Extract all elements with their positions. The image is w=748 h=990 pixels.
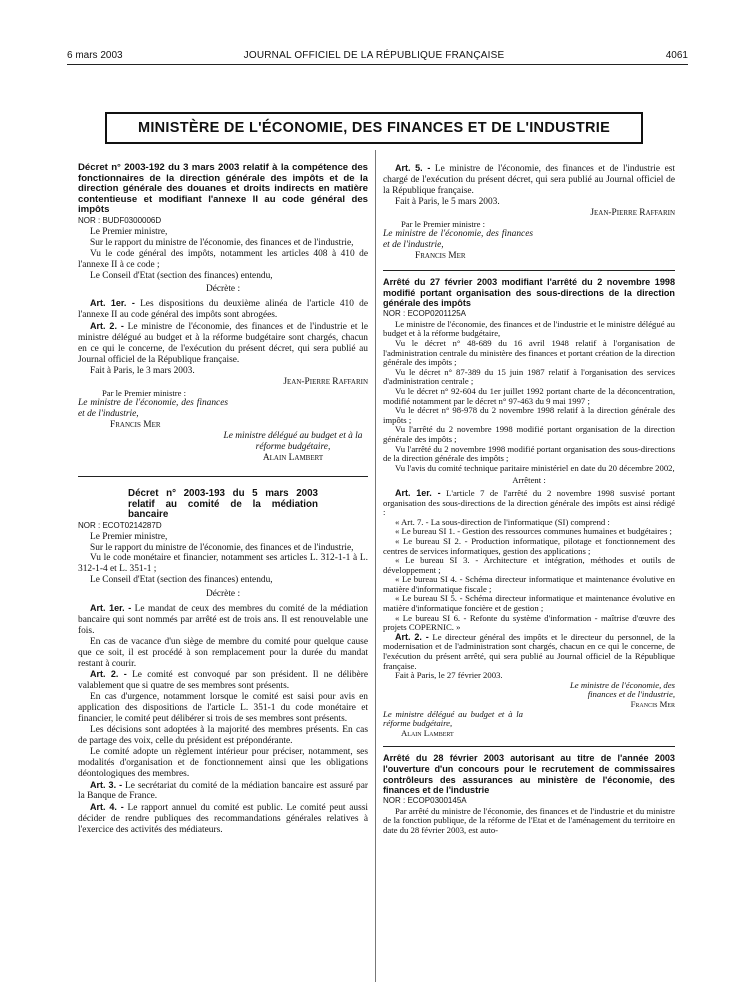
fait-line: Fait à Paris, le 3 mars 2003. (90, 365, 195, 376)
signature: Francis Mer (630, 699, 675, 709)
journal-title: JOURNAL OFFICIEL DE LA RÉPUBLIQUE FRANÇAISE (243, 50, 505, 61)
nor-reference: NOR : ECOP0300145A (383, 795, 467, 805)
quote-line: « Le bureau SI 5. - Schéma directeur informatique et maintenance évolutive en matière d'informatique foncière et de gestion ; (383, 593, 675, 614)
article-label: Art. 5. - (395, 163, 431, 173)
par-line: Par le Premier ministre : (401, 218, 486, 229)
paragraph: Vu le décret n° 92-604 du 1er juillet 1992 portant charte de la déconcentration, modifié notamment par le décret n° 97-463 du 9 mai 1997 ; (383, 386, 675, 406)
decree-title: Décret n° 2003-193 du 5 mars 2003 relatif au comité de la médiation bancaire (128, 487, 318, 521)
paragraph: Le Conseil d'Etat (section des finances) entendu, (90, 575, 273, 586)
paragraph: Le Conseil d'Etat (section des finances) entendu, (90, 270, 273, 281)
nor-reference: NOR : ECOT0214287D (78, 520, 162, 530)
article-label: Art. 2. - (90, 669, 127, 680)
paragraph: Vu le code général des impôts, notamment les articles 408 à 410 de l'annexe II à ce code ; (78, 248, 368, 270)
minister-title: Le ministre de l'économie, des finances et de l'industrie, (569, 679, 675, 700)
fait-line: Fait à Paris, le 27 février 2003. (395, 670, 503, 681)
article-label: Art. 4. - (90, 802, 124, 813)
article-label: Art. 1er. - (90, 298, 135, 309)
paragraph: Le ministre de l'économie, des finances et de l'industrie et le ministre délégué au budget et à la réforme budgétaire, (383, 318, 675, 339)
decrete-label: Décrète : (205, 284, 241, 295)
nor-reference: NOR : BUDF0300006D (78, 215, 162, 225)
article (78, 669, 368, 692)
section-rule (78, 476, 368, 477)
signature: Francis Mer (110, 420, 161, 431)
article-label: Art. 3. - (90, 779, 123, 790)
quote-line: « Le bureau SI 3. - Architecture et intégration, méthodes et outils de développement ; (383, 555, 675, 575)
article (78, 321, 368, 366)
quote-line: « Le bureau SI 2. - Production informatique, pilotage et fonctionnement des centres de services informatiques, gestion des applications ; (383, 535, 675, 556)
par-line: Par le Premier ministre : (102, 387, 187, 398)
article-text: Le comité est convoqué par son président. Il ne délibère valablement que si quatre de ses membres sont présents. (78, 670, 368, 692)
minister-title: Le ministre délégué au budget et à la réforme budgétaire, (383, 708, 523, 729)
paragraph: En cas d'urgence, notamment lorsque le comité est saisi pour avis en application des dispositions de l'article L. 351-1 du code monétaire et financier, le comité peut délibérer si trois de ses membres sont présents. (78, 692, 368, 725)
article-text: Le directeur général des impôts et le directeur du personnel, de la modernisation et de l'administration sont chargés, chacun en ce qui le concerne, de l'exécution du présent arrêté, qui sera publié au Journal officiel de la République française. (383, 631, 676, 671)
paragraph: Vu l'arrêté du 2 novembre 1998 modifié portant organisation de la direction générale des impôts ; (383, 424, 675, 444)
article-label: Art. 1er. - (395, 487, 441, 498)
article-text: Le rapport annuel du comité est public. Le comité peut aussi décider de rendre publiques des recommandations générales relatives à l'exercice des activités des médiateurs. (78, 803, 368, 836)
quote-line: « Le bureau SI 6. - Refonte du système d'information - maîtrise d'œuvre des projets COPERNIC. » (383, 612, 675, 633)
paragraph: Vu le décret n° 48-689 du 16 avril 1948 relatif à l'organisation de l'administration centrale du ministère des finances et portant création de la direction générale des impôts ; (383, 338, 675, 368)
article (78, 802, 368, 836)
arretent-label: Arrêtent : (512, 475, 546, 486)
article (383, 633, 675, 671)
right-column (383, 163, 675, 835)
quote-line: « Le bureau SI 4. - Schéma directeur informatique et maintenance évolutive en matière d'informatique fiscale ; (383, 574, 675, 594)
article-text: Les dispositions du deuxième alinéa de l'article 410 de l'annexe II au code général des impôts sont abrogées. (78, 299, 369, 321)
signature: Jean-Pierre Raffarin (590, 207, 675, 218)
paragraph: Le comité adopte un règlement intérieur pour préciser, notamment, ses modalités d'organisation et de fonctionnement ainsi que les obligations déontologiques des membres. (78, 746, 368, 779)
article (383, 489, 675, 518)
minister-title: Le ministre de l'économie, des finances et de l'industrie, (383, 229, 533, 251)
signature: Francis Mer (415, 251, 466, 262)
article (78, 603, 368, 637)
ministry-banner: MINISTÈRE DE L'ÉCONOMIE, DES FINANCES ET DE L'INDUSTRIE (105, 112, 643, 144)
page-header (0, 48, 748, 64)
paragraph: Vu l'avis du comité technique paritaire ministériel en date du 20 décembre 2002, (395, 462, 675, 473)
page-number: 4061 (665, 50, 688, 61)
signature: Alain Lambert (262, 453, 324, 463)
article-label: Art. 1er. - (90, 603, 132, 614)
decrete-label: Décrète : (205, 589, 241, 600)
section-rule (383, 746, 675, 747)
arrete-title: Arrêté du 27 février 2003 modifiant l'arrêté du 2 novembre 1998 modifié portant organisation des sous-directions de la direction générale des impôts (383, 277, 675, 309)
column-divider (375, 150, 376, 982)
article-label: Art. 2. - (395, 631, 429, 642)
nor-reference: NOR : ECOP0201125A (383, 308, 467, 318)
arrete-title: Arrêté du 28 février 2003 autorisant au titre de l'année 2003 l'ouverture d'un concours pour le recrutement de commissaires contrôleurs des assurances au ministère de l'économie, des finances et de l'industrie (383, 753, 675, 796)
paragraph: Le Premier ministre, (90, 531, 168, 542)
decree-title: Décret n° 2003-192 du 3 mars 2003 relatif à la compétence des fonctionnaires de la direction générale des impôts et de la direction générale des douanes et droits indirects en matière contentieuse et modifiant l'annexe II au code général des impôts (78, 162, 368, 216)
signature: Jean-Pierre Raffarin (283, 376, 368, 387)
article (78, 780, 368, 803)
paragraph: En cas de vacance d'un siège de membre du comité pour quelque cause que ce soit, il est procédé à son remplacement pour la durée du mandat restant à courir. (78, 636, 368, 669)
paragraph: Les décisions sont adoptées à la majorité des membres présents. En cas de partage des voix, celle du président est prépondérante. (78, 725, 368, 746)
signature: Alain Lambert (401, 727, 454, 738)
article-text: Le ministre de l'économie, des finances et de l'industrie est chargé de l'exécution du présent décret, qui sera publié au Journal officiel de la République française. (383, 164, 676, 196)
paragraph: Vu le décret n° 98-978 du 2 novembre 1998 relatif à la direction générale des impôts ; (383, 405, 675, 425)
paragraph: Sur le rapport du ministre de l'économie, des finances et de l'industrie, (90, 542, 354, 553)
arrete-body (383, 320, 675, 739)
article-label: Art. 2. - (90, 321, 124, 332)
article-text: Le mandat de ceux des membres du comité de la médiation bancaire qui sont nommés par arrêté est de trois ans. Il est renouvelable une fois. (78, 604, 368, 636)
fait-line: Fait à Paris, le 5 mars 2003. (395, 196, 500, 207)
article (78, 298, 368, 321)
paragraph: Vu le décret n° 87-389 du 15 juin 1987 relatif à l'organisation des services d'administration centrale ; (383, 366, 675, 387)
paragraph: Sur le rapport du ministre de l'économie, des finances et de l'industrie, (90, 237, 354, 248)
article-text: L'article 7 de l'arrêté du 2 novembre 1998 susvisé portant organisation des sous-directions de la direction générale des impôts est ainsi rédigé : (383, 487, 675, 518)
article (383, 163, 675, 197)
paragraph: Par arrêté du ministre de l'économie, des finances et de l'industrie et du ministre de la fonction publique, de la réforme de l'Etat et de l'aménagement du territoire en date du 28 février 2003, est auto- (383, 805, 675, 835)
minister-title: Le ministre délégué au budget et à la réforme budgétaire, (223, 431, 363, 453)
paragraph: Vu le code monétaire et financier, notamment ses articles L. 312-1-1 à L. 312-1-4 et L. 351-1 ; (78, 553, 368, 575)
paragraph: Le Premier ministre, (90, 226, 168, 237)
quote-line: « Le bureau SI 1. - Gestion des ressources communes humaines et budgétaires ; (395, 526, 672, 537)
article-text: Le secrétariat du comité de la médiation bancaire est assuré par la Banque de France. (78, 780, 368, 802)
quote-line: « Art. 7. - La sous-direction de l'informatique (SI) comprend : (395, 516, 610, 527)
section-rule (383, 270, 675, 271)
minister-title: Le ministre de l'économie, des finances et de l'industrie, (78, 398, 228, 420)
article-text: Le ministre de l'économie, des finances et de l'industrie et le ministre délégué au budget et à la réforme budgétaire sont chargés, chacun en ce qui le concerne, de l'exécution du présent décret, qui sera publié au Journal officiel de la République française. (78, 322, 368, 365)
left-column (78, 163, 368, 836)
paragraph: Vu l'arrêté du 2 novembre 1998 modifié portant organisation des sous-directions de la direction générale des impôts ; (383, 443, 675, 464)
header-rule (67, 64, 688, 65)
header-date: 6 mars 2003 (67, 50, 123, 61)
